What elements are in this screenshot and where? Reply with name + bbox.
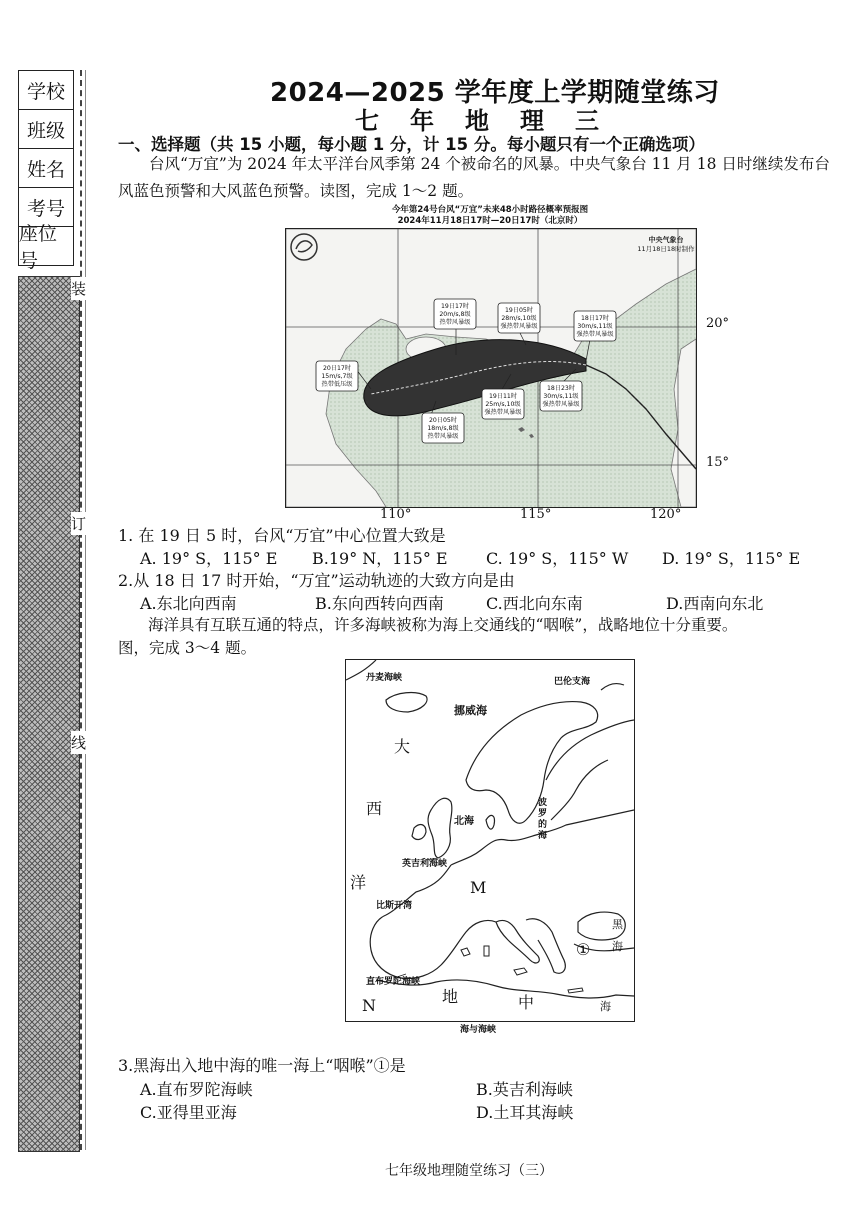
q1-option-a: A. 19° S，115° E <box>140 549 278 568</box>
page-footer: 七年级地理随堂练习（三） <box>385 1163 553 1179</box>
q3-option-c: C.亚得里亚海 <box>140 1103 237 1122</box>
europe-map-graphic <box>346 660 634 1021</box>
question-3-stem: 3.黑海出入地中海的唯一海上“咽喉”①是 <box>118 1056 406 1075</box>
question-1-stem: 1. 在 19 日 5 时，台风“万宜”中心位置大致是 <box>118 526 446 545</box>
q3-option-a: A.直布罗陀海峡 <box>140 1080 253 1099</box>
exam-number-field: 考号 <box>19 188 73 227</box>
strait-marker-1: ① <box>576 940 591 959</box>
europe-seas-map <box>345 659 635 1022</box>
q2-option-d: D.西南向东北 <box>666 594 764 613</box>
box2-line3: 强热带风暴级 <box>500 323 538 330</box>
box1-line1: 19日17时 <box>440 303 470 310</box>
typhoon-track-map <box>285 228 697 508</box>
label-bay-of-biscay: 比斯开湾 <box>376 901 413 911</box>
question-2-stem: 2.从 18 日 17 时开始，“万宜”运动轨迹的大致方向是由 <box>118 571 515 590</box>
label-denmark-strait: 丹麦海峡 <box>366 673 403 683</box>
q2-option-b: B.东向西转向西南 <box>315 594 444 613</box>
box5-line1: 18日23时 <box>546 385 576 392</box>
ocean-char-xi: 西 <box>366 799 383 818</box>
passage-straits-line2: 图，完成 3～4 题。 <box>118 639 257 657</box>
region-label-m: M <box>470 878 487 897</box>
binding-hatch-strip <box>18 276 80 1152</box>
box6-line3: 强热带风暴级 <box>484 409 522 416</box>
lat-20-label-outer: 20° <box>706 316 730 331</box>
box2-line1: 19日05时 <box>504 307 534 314</box>
section-heading: 一、选择题（共 15 小题，每小题 1 分，计 15 分。每小题只有一个正确选项） <box>118 135 705 154</box>
box2-line2: 28m/s,10级 <box>501 315 537 322</box>
page-title: 2024—2025 学年度上学期随堂练习 <box>270 78 720 108</box>
blacksea-char-hai: 海 <box>612 940 623 953</box>
label-north-sea: 北海 <box>454 816 474 827</box>
seal-mark-ding: 订 <box>71 512 86 535</box>
q2-option-c: C.西北向东南 <box>486 594 583 613</box>
iceland <box>386 693 427 712</box>
box3-line2: 30m/s,11级 <box>577 323 613 330</box>
box5-line3: 强热带风暴级 <box>542 401 580 408</box>
agency-time: 11月18日18时制作 <box>637 245 695 253</box>
ocean-char-da: 大 <box>394 737 411 756</box>
q3-option-d: D.土耳其海峡 <box>476 1103 574 1122</box>
box7-line3: 热带风暴级 <box>427 433 459 440</box>
ocean-char-yang: 洋 <box>350 873 367 892</box>
q2-option-a: A.东北向西南 <box>140 594 237 613</box>
map1-caption-time: 2024年11月18日17时—20日17时（北京时） <box>397 216 583 226</box>
box1-line3: 热带风暴级 <box>439 319 471 326</box>
seat-number-field: 座位号 <box>19 223 58 272</box>
britain <box>428 798 452 858</box>
q3-option-b: B.英吉利海峡 <box>476 1080 573 1099</box>
box6-line2: 25m/s,10级 <box>485 401 521 408</box>
balkans <box>526 919 565 974</box>
class-field: 班级 <box>19 110 73 149</box>
ireland <box>412 825 426 840</box>
seal-mark-zhuang: 装 <box>71 277 86 300</box>
box1-line2: 20m/s,8级 <box>439 311 471 318</box>
box3-line1: 18日17时 <box>580 315 610 322</box>
lon-115-label: 115° <box>520 507 552 522</box>
name-field: 姓名 <box>19 149 73 188</box>
page-subtitle: 七年地理三 <box>355 107 630 135</box>
box3-line3: 强热带风暴级 <box>576 331 614 338</box>
label-gibraltar: 直布罗陀海峡 <box>366 977 421 987</box>
med-char-di: 地 <box>442 987 459 1006</box>
blacksea-char-hei: 黑 <box>612 918 623 931</box>
map1-caption-title: 今年第24号台风“万宜”未来48小时路径概率预报图 <box>391 205 589 215</box>
box4-line1: 20日17时 <box>322 365 352 372</box>
binding-dashed-line <box>80 70 82 1150</box>
map2-caption: 海与海峡 <box>460 1025 497 1035</box>
scandinavia <box>466 702 598 824</box>
label-barents-sea: 巴伦支海 <box>554 677 591 687</box>
q1-option-b: B.19° N，115° E <box>312 549 448 568</box>
box4-line2: 15m/s,7级 <box>321 373 353 380</box>
italy <box>496 920 539 963</box>
label-norwegian-sea: 挪威海 <box>454 704 487 717</box>
lon-110-label: 110° <box>380 507 412 522</box>
med-char-zhong: 中 <box>518 993 535 1012</box>
school-field: 学校 <box>19 71 73 110</box>
lon-120-label: 120° <box>650 507 682 522</box>
box6-line1: 19日11时 <box>488 393 518 400</box>
q1-option-c: C. 19° S，115° W <box>486 549 629 568</box>
label-english-channel: 英吉利海峡 <box>402 859 448 869</box>
lat-15-label: 15° <box>706 455 730 470</box>
box7-line1: 20日05时 <box>428 417 458 424</box>
box5-line2: 30m/s,11级 <box>543 393 579 400</box>
agency-name: 中央气象台 <box>648 236 684 244</box>
label-baltic-sea: 波罗的海 <box>538 798 548 841</box>
typhoon-map-graphic <box>286 229 696 507</box>
box4-line3: 热带低压级 <box>321 381 353 388</box>
box7-line2: 18m/s,8级 <box>427 425 459 432</box>
binding-rule-line <box>85 70 86 1150</box>
seal-mark-xian: 线 <box>71 731 86 754</box>
q1-option-d: D. 19° S，115° E <box>662 549 801 568</box>
student-info-box <box>18 70 74 272</box>
region-label-n: N <box>362 996 376 1015</box>
med-char-hai: 海 <box>600 1000 611 1013</box>
passage-typhoon: 台风“万宜”为 2024 年太平洋台风季第 24 个被命名的风暴。中央气象台 11 月 18 日时继续发布台风蓝色预警和大风蓝色预警。读图，完成 1～2 题。 <box>118 155 830 200</box>
passage-straits-line1: 海洋具有互联互通的特点，许多海峡被称为海上交通线的“咽喉”，战略地位十分重要。 <box>148 616 738 634</box>
